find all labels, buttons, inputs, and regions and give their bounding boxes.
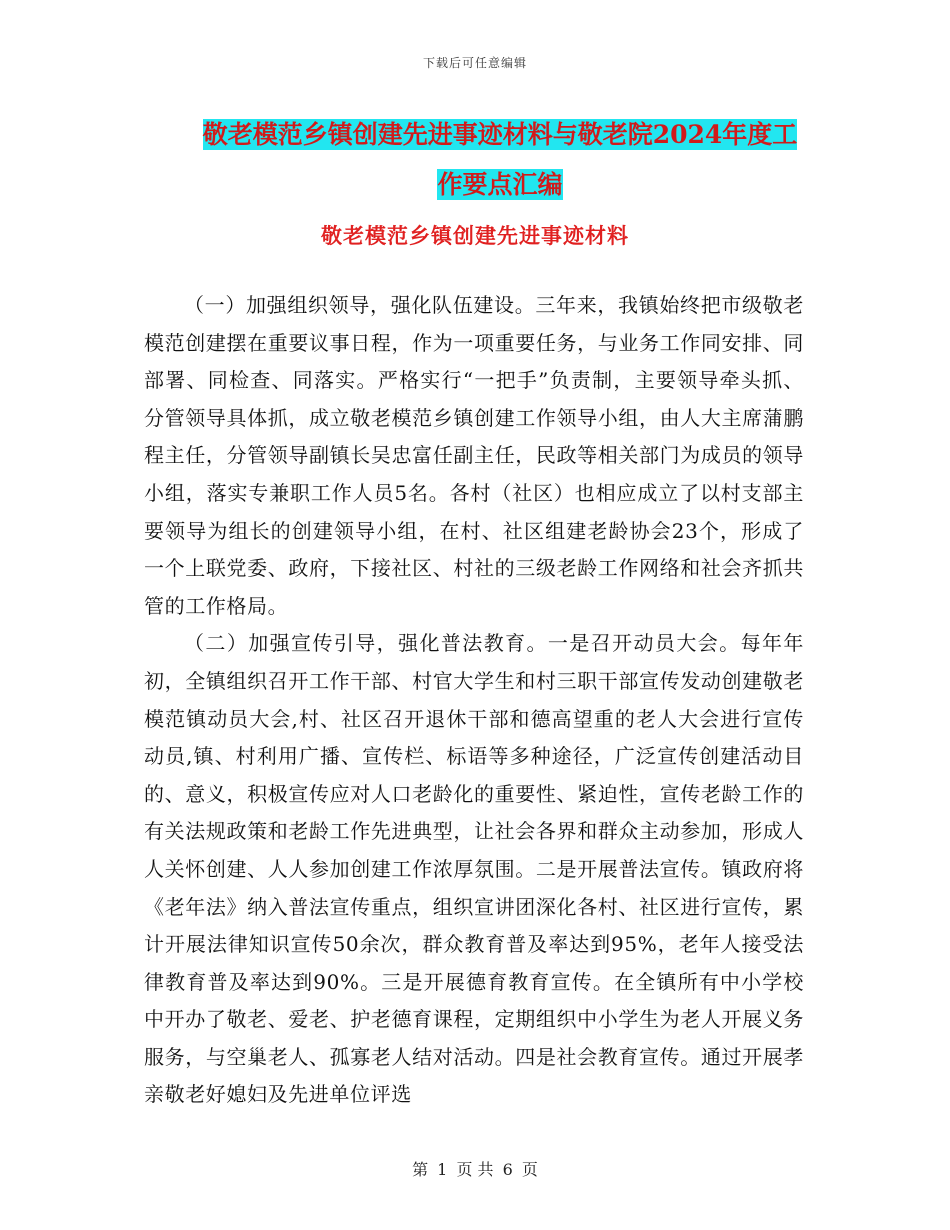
footer-middle: 页 共 — [456, 1160, 494, 1179]
footer-total-pages: 6 — [502, 1160, 513, 1179]
paragraph-2: （二）加强宣传引导，强化普法教育。一是召开动员大会。每年年初，全镇组织召开工作干部、村官大学生和村三职干部宣传发动创建敬老模范镇动员大会,村、社区召开退休干部和德高望重的老人大会进行宣传动员,镇、村利用广播、宣传栏、标语等多种途径，广泛宣传创建活动目的、意义，积极宣传应对人口老龄化的重要性、紧迫性，宣传老龄工作的有关法规政策和老龄工作先进典型，让社会各界和群众主动参加，形成人人关怀创建、人人参加创建工作浓厚氛围。二是开展普法宣传。镇政府将《老年法》纳入普法宣传重点，组织宣讲团深化各村、社区进行宣传，累计开展法律知识宣传50余次，群众教育普及率达到95%，老年人接受法律教育普及率达到90%。三是开展德育教育宣传。在全镇所有中小学校中开办了敬老、爱老、护老德育课程，定期组织中小学生为老人开展义务服务，与空巢老人、孤寡老人结对活动。四是社会教育宣传。通过开展孝亲敬老好媳妇及先进单位评选 — [144, 631, 804, 1107]
footer-suffix: 页 — [521, 1160, 538, 1179]
body-text — [144, 287, 804, 1114]
header-note: 下载后可任意编辑 — [422, 56, 527, 70]
document-title — [150, 110, 850, 210]
footer-page-number: 1 — [437, 1160, 448, 1179]
footer-prefix: 第 — [412, 1160, 429, 1179]
document-title-line-2: 作要点汇编 — [437, 170, 563, 199]
document-title-line-1: 敬老模范乡镇创建先进事迹材料与敬老院2024年度工 — [202, 120, 798, 149]
paragraph-1: （一）加强组织领导，强化队伍建设。三年来，我镇始终把市级敬老模范创建摆在重要议事日程，作为一项重要任务，与业务工作同安排、同部署、同检查、同落实。严格实行“一把手”负责制，主要领导牵头抓、分管领导具体抓，成立敬老模范乡镇创建工作领导小组，由人大主席蒲鹏程主任，分管领导副镇长吴忠富任副主任，民政等相关部门为成员的领导小组，落实专兼职工作人员5名。各村（社区）也相应成立了以村支部主要领导为组长的创建领导小组，在村、社区组建老龄协会23个，形成了一个上联党委、政府，下接社区、村社的三级老龄工作网络和社会齐抓共管的工作格局。 — [144, 293, 804, 618]
section-title: 敬老模范乡镇创建先进事迹材料 — [321, 223, 629, 248]
page-footer — [0, 1157, 950, 1180]
